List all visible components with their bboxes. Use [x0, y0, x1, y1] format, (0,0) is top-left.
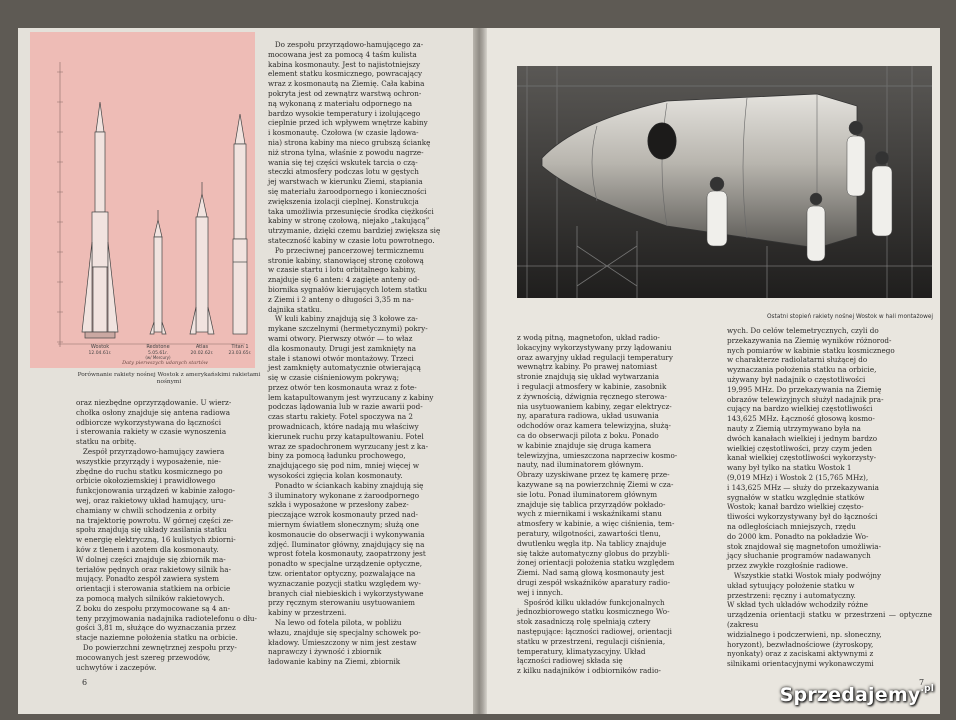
wostok-label: Wostok: [90, 344, 110, 350]
left-page: [18, 28, 473, 714]
book-gutter: [473, 28, 487, 714]
right-page: [487, 28, 940, 714]
photo-caption: Ostatni stopień rakiety nośnej Wostok w hali montażowej: [766, 314, 933, 320]
rocket-comparison-diagram: [30, 32, 255, 368]
magazine-spread: [18, 28, 940, 714]
rocket-stage-photo: [517, 66, 932, 298]
watermark-suffix: .pl: [920, 684, 934, 694]
atlas-label: Atlas: [195, 344, 209, 350]
photo-illustration: [517, 66, 932, 298]
wostok-date: 12.04.61r.: [88, 351, 112, 356]
wostok-rocket: [82, 102, 118, 338]
watermark-text: Sprzedajemy: [779, 684, 921, 706]
redstone-rocket: [150, 210, 166, 334]
rocket-diagram-svg: [30, 32, 255, 368]
diagram-inner-caption: Daty pierwszych udanych startów: [122, 360, 208, 366]
left-column-1: oraz niezbędne oprzyrządowanie. U wierz- chołka osłony znajduje się antena radiowa odbiorcze wykorzystywana do łączności i sterowania rakiety w czasie wynoszenia statku na orbitę. Zespół przyrządowo-hamujący zawiera wszystkie przyrządy i wyposażenie, nie- zbędne do ruchu statku kosmicznego po orbicie okołoziemskiej i prawidłowego funkcjonowania urządzeń w kabinie załogo- wej, oraz rakietowy układ hamujący, uru- chamiany w chwili schodzenia z orbity na trajektorię powrotu. W górnej części ze- społu znajdują się układy zasilania statku w energię elektryczną, 16 kulistych zbiorni- ków z tlenem i azotem dla kosmonauty. W dolnej części znajduje się zbiornik ma- teriałów pędnych oraz rakietowy silnik ha- mujący. Ponadto zespół zawiera system orientacji i sterowania statkiem na orbicie za pomocą małych silników rakietowych. Z boku do zespołu przymocowane są 4 an- teny przyjmowania nadajnika radiotelefonu o dłu- gości 3,81 m, służące do wyznaczania przez stacje naziemne położenia statku na orbicie. Do powierzchni zewnętrznej zespołu przy- mocowanych jest szereg przewodów, uchwytów i zaczepów.: [76, 398, 257, 672]
titan-label: Titan 1: [231, 344, 249, 350]
page-number-left: 6: [82, 678, 88, 687]
left-column-2: Do zespołu przyrządowo-hamującego za- mocowana jest za pomocą 4 taśm kulista kabina kosmonauty. Jest to najistotniejszy element statku kosmicznego, powracający wraz z kosmonautą na Ziemię. Cała kabina pokryta jest od zewnątrz warstwą ochron- ną wykonaną z materiału odpornego na bardzo wysokie temperatury i izolującego cieplnie przed ich wpływem wnętrze kabiny i kosmonautę. Czołowa (w czasie lądowa- nia) strona kabiny ma nieco grubszą ściankę niż strona tylna, właśnie z powodu nagrze- wania się tej części wskutek tarcia o czą- steczki atmosfery podczas lotu w gęstych jej warstwach w kierunku Ziemi, stapiania się materiału żaroodpornego i konieczności zwiększenia izolacji cieplnej. Konstrukcja taka umożliwia przesunięcie środka ciężkości kabiny w stronę czołową, niejako „takującą” utrzymanie, dzięki czemu bardziej zwiększa się stateczność kabiny w czasie lotu powrotnego. Po przeciwnej pancerzowej termicznemu stronie kabiny, stanowiącej stronę czołową w czasie startu i lotu orbitalnego kabiny, znajduje się 6 anten: 4 zagięte anteny od- biornika sygnałów kierujących lotem statku z Ziemi i 2 anteny o długości 3,35 m na- dajnika statku. W kuli kabiny znajdują się 3 kołowe za- mykane szczelnymi (hermetycznymi) pokry- wami otwory. Pierwszy otwór — to właz dla kosmonauty. Drugi jest zamknięty na stałe i stanowi otwór montażowy. Trzeci jest zamknięty automatycznie otwierającą się w czasie ciśnieniowym pokrywą; przez otwór ten kosmonauta wraz z fote- lem katapultowanym jest wyrzucany z kabiny podczas lądowania lub w razie awarii pod- czas startu rakiety. Fotel spoczywa na 2 prowadnicach, które nadają mu właściwy kierunek ruchu przy katapultowaniu. Fotel wraz ze spadochronem wyrzucany jest z ka- biny za pomocą ładunku prochowego, znajdującego się pod nim, mniej więcej w wysokości zgięcia kolan kosmonauty. Ponadto w ściankach kabiny znajdują się 3 iluminatory wykonane z żaroodpornego szkła i wyposażone w przesłony zabez- pieczające wzrok kosmonauty przed nad- miernym światłem słonecznym; służą one kosmonaucie do obserwacji i wykonywania zdjęć. Iluminator główny, znajdujący się na wprost fotela kosmonauty, zaopatrzony jest ponadto w specjalne urządzenie optyczne, tzw. orientator optyczny, pozwalające na wyznaczanie pozycji statku względem wy- branych ciał niebieskich i wykorzystywane przy ręcznym sterowaniu usytuowaniem kabiny w przestrzeni. Na lewo od fotela pilota, w pobliżu włazu, znajduje się specjalny schowek po- kładowy. Umieszczony w nim jest zestaw naprawczy i żywność i zbiornik ładowanie kabiny na Ziemi, zbiornik: [268, 40, 441, 667]
right-column-1: z wodą pitną, magnetofon, układ radio- lokacyjny wykorzystywany przy lądowaniu oraz awaryjny układ regulacji temperatury wewnątrz kabiny. Po prawej natomiast stronie znajdują się układ wytwarzania i regulacji atmosfery w kabinie, zasobnik z żywnością, dźwignia ręcznego sterowa- nia usytuowaniem kabiny, zegar elektrycz- ny, aparatura radiowa, układ usuwania odchodów oraz kamera telewizyjna, służą- ca do obserwacji pilota z boku. Ponado w kabinie znajduje się druga kamera telewizyjna, umieszczona naprzeciw kosmo- nauty, nad iluminatorem głównym. Obrazy uzyskiwane przez tę kamerę prze- kazywane są na powierzchnię Ziemi w cza- sie lotu. Ponad iluminatorem głównym znajduje się tablica przyrządów pokłado- wych z miernikami i wskaźnikami stanu atmosfery w kabinie, a więc ciśnienia, tem- peratury, wilgotności, zawartości tlenu, dwutlenku węgla itp. Na tablicy znajduje się także automatyczny globus do przybli- żonej orientacji położenia statku względem Ziemi. Nad samą głową kosmonauty jest drugi zespół wskaźników aparatury radio- wej i innych. Spośród kilku układów funkcjonalnych jednozbiorowego statku kosmicznego Wo- stok zasadniczą rolę spełniają cztery następujące: łączności radiowej, orientacji statku w przestrzeni, regulacji ciśnienia, temperatury, klimatyzacyjny. Układ łączności radiowej składa się z kilku nadajników i odbiorników radio-: [517, 333, 678, 676]
redstone-label: Redstone: [146, 344, 170, 350]
redstone-date: 5.05.61r.: [147, 351, 169, 356]
atlas-date: 20.02.62r.: [190, 351, 214, 356]
redstone-note: (w/ Mercury): [145, 355, 171, 360]
atlas-rocket: [190, 182, 214, 334]
titan-date: 23.03.65r.: [228, 351, 252, 356]
figure-caption: Porównanie rakiety nośnej Wostok z amerykańskimi rakietami nośnymi: [77, 372, 261, 385]
titan-rocket: [233, 114, 247, 334]
page-number-right: 7: [919, 678, 925, 687]
right-column-2: wych. Do celów telemetrycznych, czyli do przekazywania na Ziemię wyników różnorod- nych pomiarów w kabinie statku kosmicznego w charakterze radiolatarni służącej do wyznaczania położenia statku na orbicie, używany był nadajnik o częstotliwości 19,995 MHz. Do przekazywania na Ziemię obrazów telewizyjnych służył nadajnik pra- cujący na bardzo wielkiej częstotliwości 143,625 MHz. Łączność głosową kosmo- nauty z Ziemią utrzymywano była na dwóch kanałach wielkiej i jednym bardzo wielkiej częstotliwości, przy czym jeden kanał wielkiej częstotliwości wykorzysty- wany był tylko na statku Wostok 1 (9,019 MHz) i Wostok 2 (15,765 MHz), i 143,625 MHz — służy do przekazywania sygnałów w statku względnie statków Wostok; kanał bardzo wielkiej często- tliwości wykorzystywany był do łączności na odległościach mniejszych, rzędu do 2000 km. Ponadto na pokładzie Wo- stok znajdował się magnetofon umożliwia- jący słuchanie programów nadawanych przez zwykłe rozgłośnie radiowe. Wszystkie statki Wostok miały podwójny układ sytuujący położenie statku w przestrzeni: ręczny i automatyczny. W skład tych układów wchodziły różne urządzenia orientacji statku w przestrzeni — optyczne (zakresu widzialnego i podczerwieni, np. słoneczny, horyzont), bezwładnościowe (żyroskopy, nyonkaty) oraz z zaciskami aktywnymi z silnikami orientacyjnymi wykonawczymi: [727, 326, 932, 669]
watermark-logo: [780, 684, 934, 706]
